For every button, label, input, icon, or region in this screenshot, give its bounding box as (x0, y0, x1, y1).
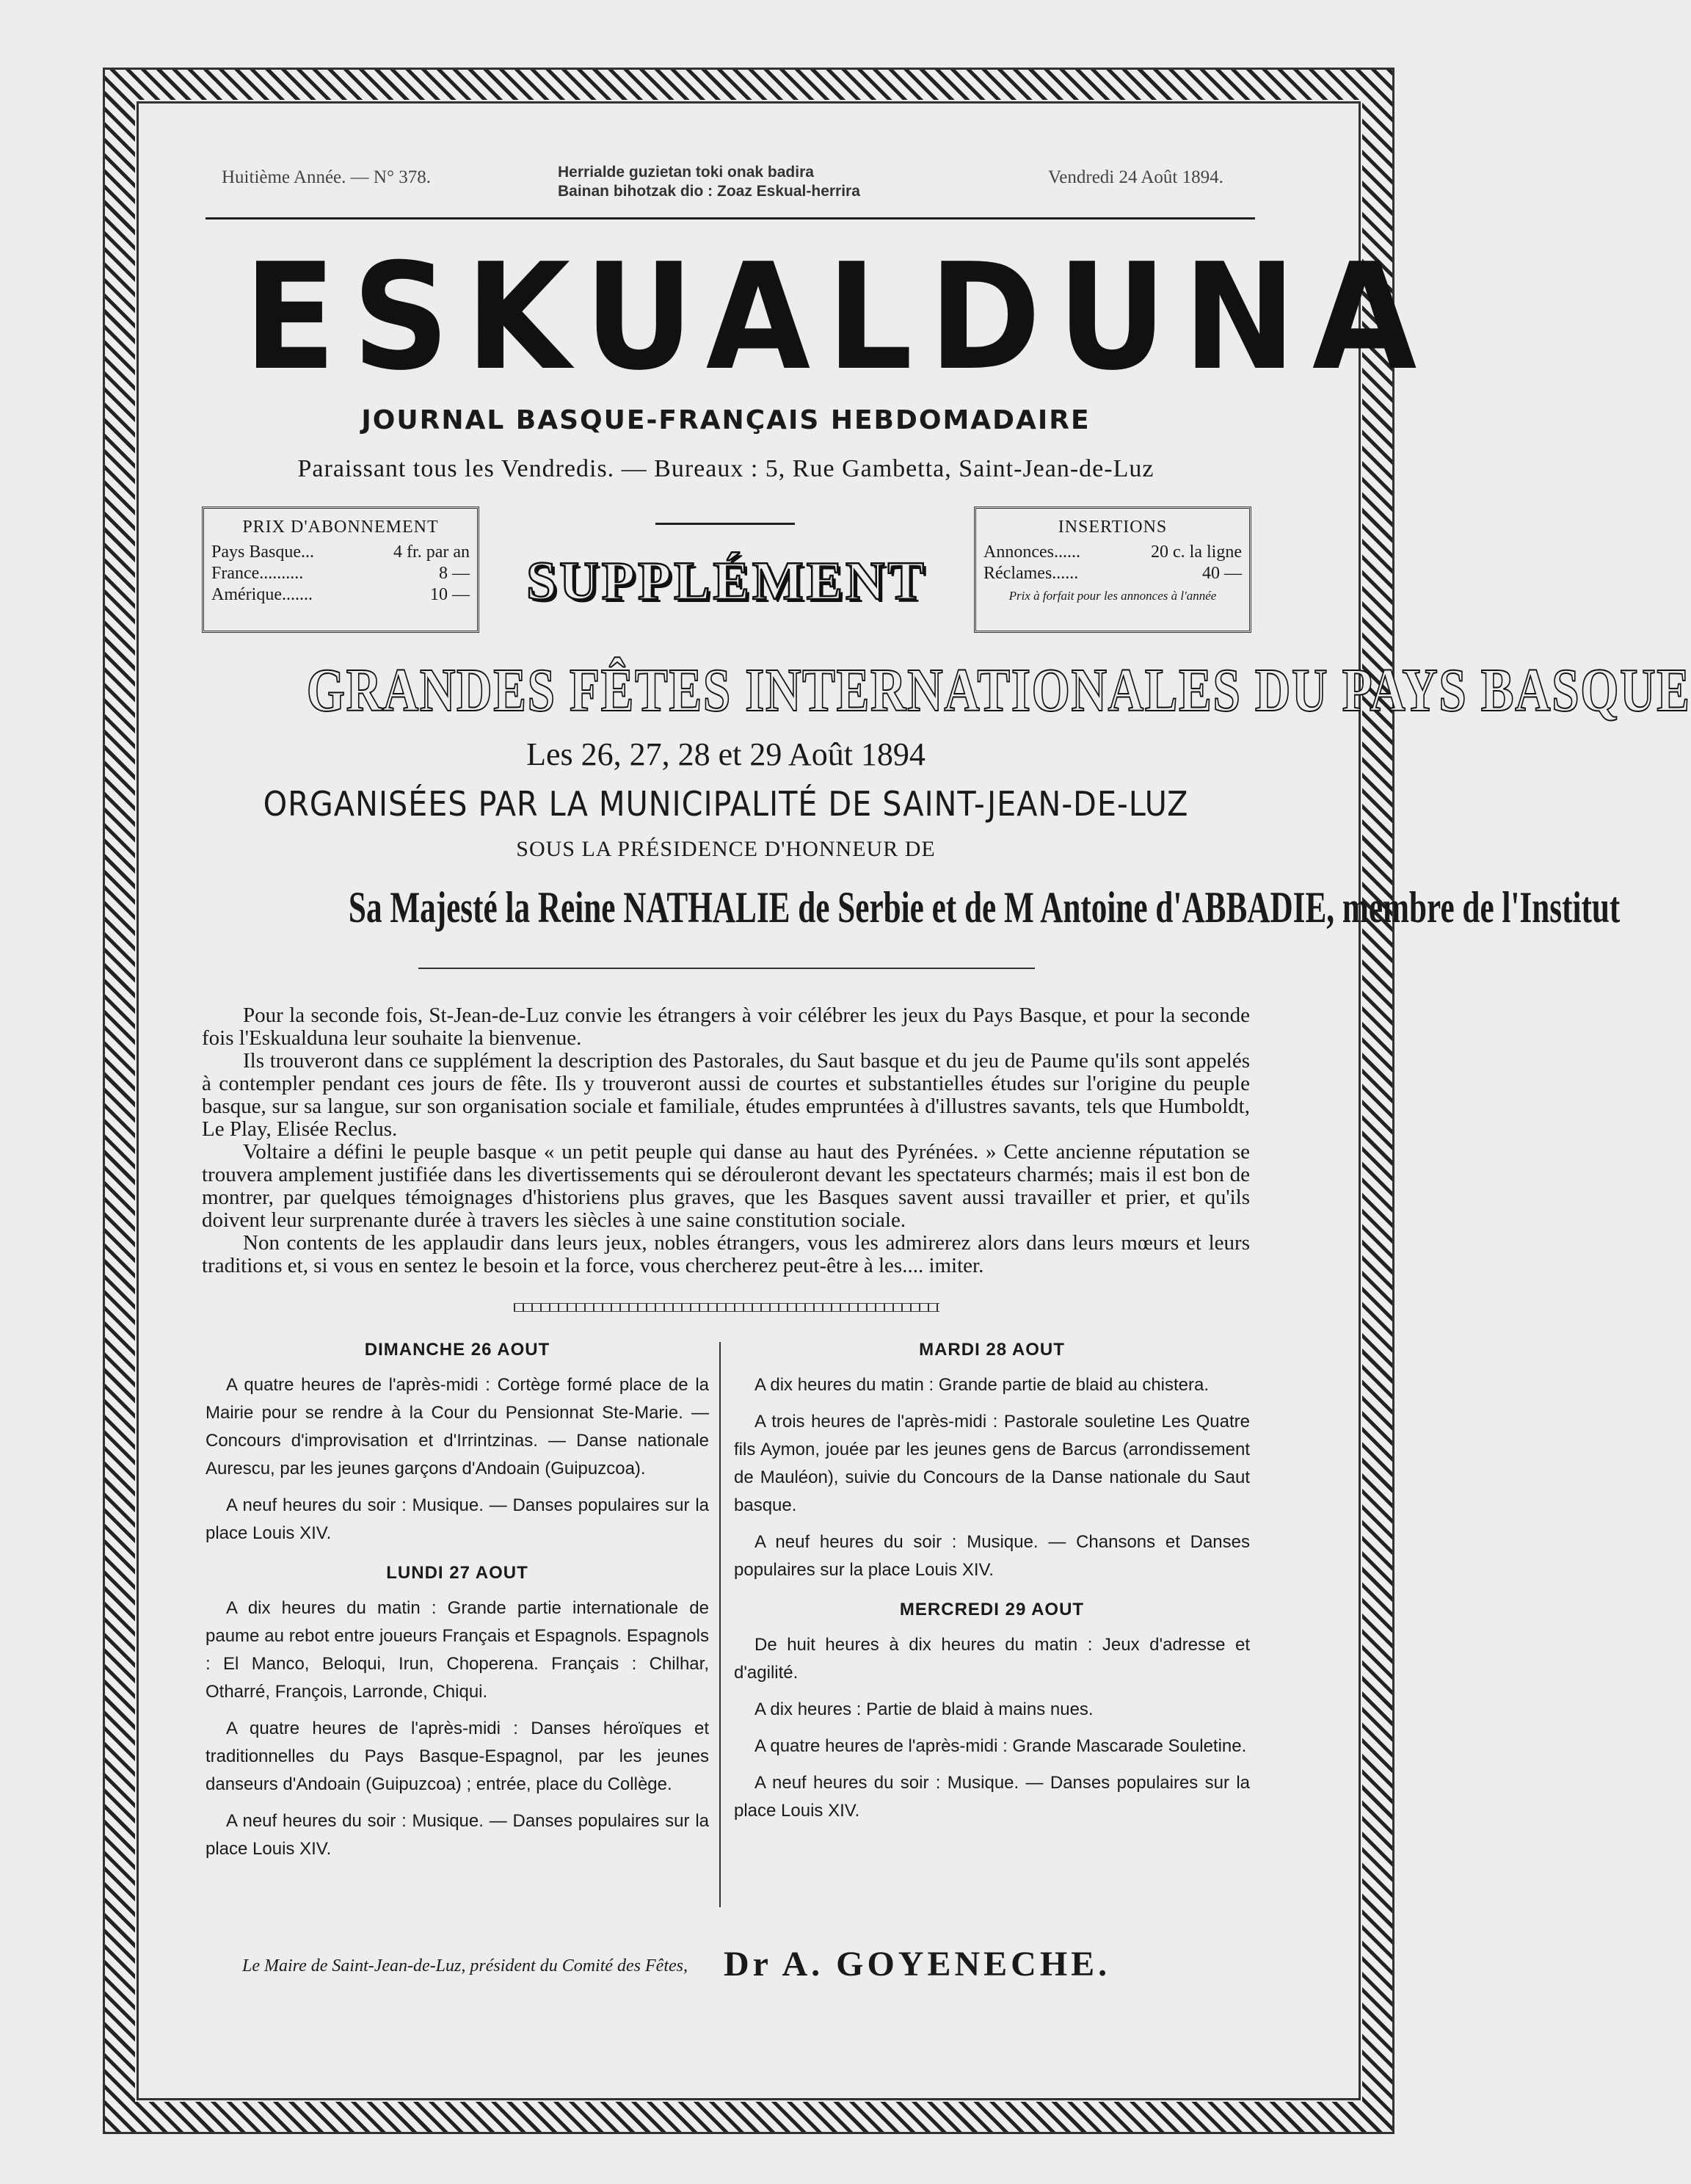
day-heading: MERCREDI 29 AOUT (899, 1600, 1085, 1619)
intro-paragraph: Voltaire a défini le peuple basque « un petit peuple qui danse au haut des Pyrénées. » Cette ancienne réputation se trouvera amplement justifiée dans les divertissements qui se dérouleront devant les spectateurs charmés; mais il est bon de montrer, par quelques témoignages d'historiens plus graves, que les Basques savent aussi travailler et prier, et qu'ils doivent leur surprenante durée à travers les siècles à une saine constitution sociale. (202, 1140, 1250, 1232)
intro-paragraph: Pour la seconde fois, St-Jean-de-Luz convie les étrangers à voir célébrer les jeux du Pays Basque, et pour la seconde fois l'Eskualduna leur souhaite la bienvenue. (202, 1004, 1250, 1050)
program-item: A neuf heures du soir : Musique. — Danses populaires sur la place Louis XIV. (206, 1811, 709, 1859)
mayor-signature: Dr A. GOYENECHE. (724, 1945, 1111, 1984)
festival-dates: Les 26, 27, 28 et 29 Août 1894 (526, 736, 925, 772)
insertions-note: Prix à forfait pour les annonces à l'année (1008, 589, 1217, 603)
presidency-line: SOUS LA PRÉSIDENCE D'HONNEUR DE (516, 837, 936, 861)
intro-text (202, 1004, 1250, 1277)
motto-line-1: Herrialde guzietan toki onak badira (558, 164, 814, 181)
day-heading: LUNDI 27 AOUT (386, 1563, 528, 1583)
insertions-box (974, 507, 1251, 633)
column-divider (719, 1342, 721, 1907)
program-item: A trois heures de l'après-midi : Pastorale souletine Les Quatre fils Aymon, jouée par les jeunes gens de Barcus (arrondissement de Mauléon), suivie du Concours de la Danse nationale du Saut basque. (734, 1412, 1250, 1515)
patron-rule (418, 968, 1035, 969)
program-item: A quatre heures de l'après-midi : Danses héroïques et traditionnelles du Pays Basque-Espagnol, par les jeunes danseurs d'Andoain (Guipuzcoa) ; entrée, place du Collège. (206, 1719, 709, 1794)
issue-number: Huitième Année. — N° 378. (222, 167, 431, 187)
program-item: A dix heures du matin : Grande partie internationale de paume au rebot entre joueurs Français et Espagnols. Espagnols : El Manco, Beloqui, Irun, Choperena. Français : Chilhar, Otharré, François, Larronde, Chiqui. (206, 1598, 709, 1702)
subscription-row: Amérique....... 10 — (211, 585, 470, 604)
program-right-column (734, 1336, 1250, 1834)
organizer-line: ORGANISÉES PAR LA MUNICIPALITÉ DE SAINT-JEAN-DE-LUZ (263, 784, 1189, 824)
supplement-rule (655, 523, 795, 525)
program-item: A neuf heures du soir : Musique. — Chansons et Danses populaires sur la place Louis XIV. (734, 1532, 1250, 1580)
program-left-column (206, 1336, 709, 1872)
program-item: A neuf heures du soir : Musique. — Danses populaires sur la place Louis XIV. (734, 1773, 1250, 1821)
program-item: De huit heures à dix heures du matin : Jeux d'adresse et d'agilité. (734, 1635, 1250, 1683)
subscription-row: France.......... 8 — (211, 564, 470, 583)
main-title: GRANDES FÊTES INTERNATIONALES DU PAYS BASQUE (306, 656, 1691, 725)
motto-line-2: Bainan bihotzak dio : Zoaz Eskual-herrira (558, 183, 860, 200)
day-heading: MARDI 28 AOUT (919, 1340, 1065, 1360)
intro-paragraph: Non contents de les applaudir dans leurs jeux, nobles étrangers, vous les admirerez alors dans leurs mœurs et leurs traditions et, si vous en sentez le besoin et la force, vous chercherez peut-être à les.... imiter. (202, 1231, 1250, 1277)
program-item: A dix heures du matin : Grande partie de blaid au chistera. (754, 1375, 1210, 1395)
insertions-row: Annonces...... 20 c. la ligne (983, 543, 1242, 562)
day-heading: DIMANCHE 26 AOUT (364, 1340, 550, 1360)
mayor-caption: Le Maire de Saint-Jean-de-Luz, président du Comité des Fêtes, (242, 1956, 688, 1976)
supplement-title: SUPPLÉMENT (526, 551, 927, 612)
header-rule (206, 217, 1255, 220)
program-item: A quatre heures de l'après-midi : Grande Mascarade Souletine. (754, 1736, 1247, 1756)
program-item: A quatre heures de l'après-midi : Cortège formé place de la Mairie pour se rendre à la Cour du Pensionnat Ste-Marie. — Concours d'improvisation et d'Irrintzinas. — Danse nationale Aurescu, par les jeunes garçons d'Andoain (Guipuzcoa). (206, 1375, 709, 1479)
program-item: A dix heures : Partie de blaid à mains nues. (754, 1699, 1094, 1719)
subscription-title: PRIX D'ABONNEMENT (242, 518, 439, 537)
insertions-row: Réclames...... 40 — (983, 564, 1242, 583)
subscription-box (202, 507, 479, 633)
intro-paragraph: Ils trouveront dans ce supplément la description des Pastorales, du Saut basque et du jeu de Paume qu'ils sont appelés à contempler pendant ces jours de fête. Ils y trouveront aussi de courtes et substantielles études sur l'origine du peuple basque, sur sa langue, sur son organisation sociale et familiale, études empruntées à d'illustres savants, tels que Humboldt, Le Play, Elisée Reclus. (202, 1049, 1250, 1141)
program-item: A neuf heures du soir : Musique. — Danses populaires sur la place Louis XIV. (206, 1495, 709, 1543)
insertions-title: INSERTIONS (1058, 518, 1168, 537)
section-separator (514, 1303, 939, 1312)
motto (558, 163, 939, 201)
journal-subtitle: JOURNAL BASQUE-FRANÇAIS HEBDOMADAIRE (361, 405, 1091, 435)
patron-line: Sa Majesté la Reine NATHALIE de Serbie et de M Antoine d'ABBADIE, membre de l'Institut (348, 883, 1621, 932)
publication-line: Paraissant tous les Vendredis. — Bureaux : 5, Rue Gambetta, Saint-Jean-de-Luz (297, 455, 1154, 482)
masthead: ESKUALDUNA (244, 232, 1433, 403)
subscription-row: Pays Basque... 4 fr. par an (211, 543, 470, 562)
issue-date: Vendredi 24 Août 1894. (1048, 167, 1223, 187)
